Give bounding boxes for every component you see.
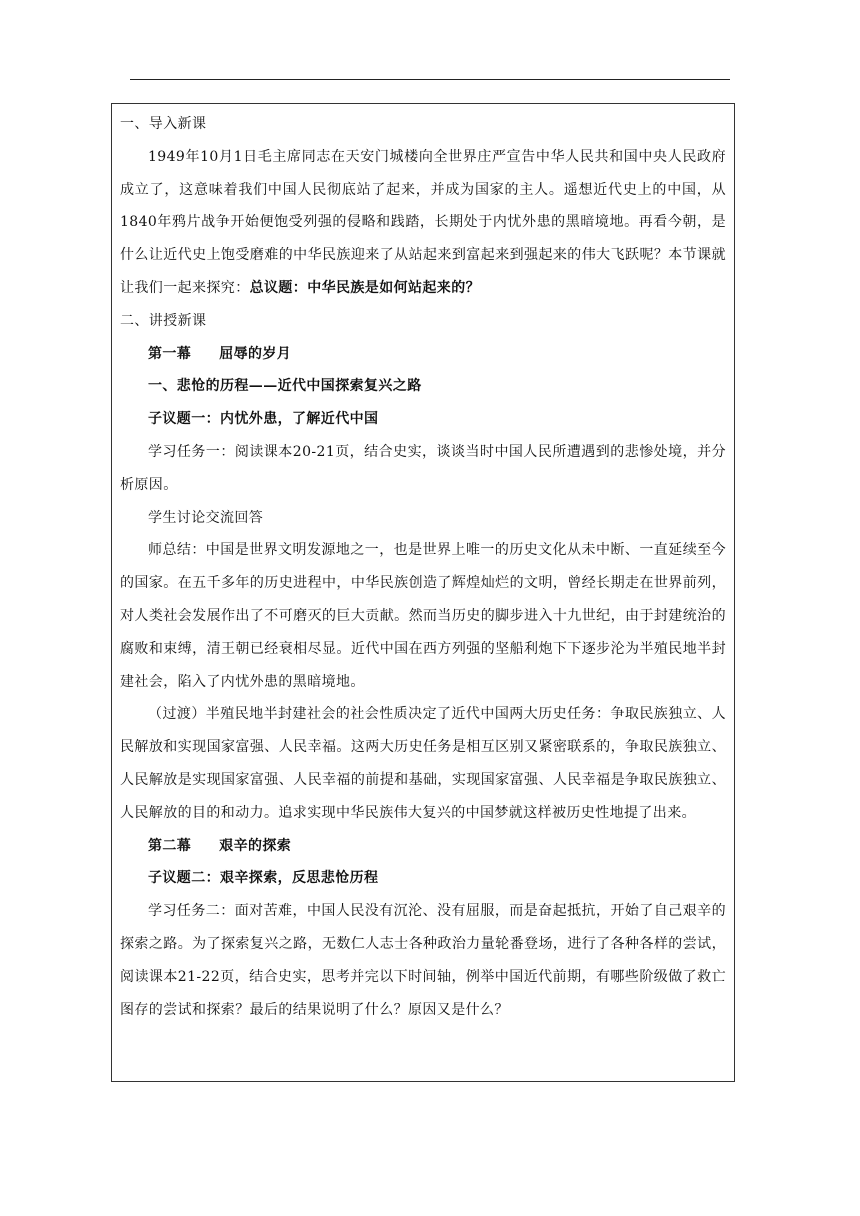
section-2-heading: 二、讲授新课 [120, 312, 207, 329]
sub-topic-1: 子议题一：内忧外患，了解近代中国 [148, 411, 379, 428]
student-discussion: 学生讨论交流回答 [148, 509, 264, 526]
intro-text: 1949年10月1日毛主席同志在天安门城楼向全世界庄严宣告中华人民共和国中央人民政府成立了，这意味着我们中国人民彻底站了起来，并成为国家的主人。遥想近代史上的中国，从1840年鸦片战争开始便饱受列强的侵略和践踏，长期处于内忧外患的黑暗境地。再看今朝，是什么让近代史上饱受磨难的中华民族迎来了从站起来到富起来到强起来的伟大飞跃呢？本节课就让我们一起来探究： [120, 148, 726, 296]
main-question: 总议题：中华民族是如何站起来的？ [249, 279, 481, 296]
teacher-summary: 师总结：中国是世界文明发源地之一，也是世界上唯一的历史文化从未中断、一直延续至今的国家。在五千多年的历史进程中，中华民族创造了辉煌灿烂的文明，曾经长期走在世界前列，对人类社会发展作出了不可磨灭的巨大贡献。然而当历史的脚步进入十九世纪，由于封建统治的腐败和束缚，清王朝已经衰相尽显。近代中国在西方列强的坚船利炮下下逐步沦为半殖民地半封建社会，陷入了内忧外患的黑暗境地。 [120, 542, 726, 690]
subheading-1: 一、悲怆的历程——近代中国探索复兴之路 [148, 378, 422, 395]
act-1-heading [120, 338, 726, 371]
act-2-label: 第二幕 [148, 837, 192, 854]
act-1-label: 第一幕 [148, 345, 192, 362]
section-1-heading: 一、导入新课 [120, 116, 207, 132]
learning-task-2: 学习任务二：面对苦难，中国人民没有沉沦、没有屈服，而是奋起抵抗，开始了自己艰辛的探索之路。为了探索复兴之路，无数仁人志士各种政治力量轮番登场，进行了各种各样的尝试，阅读课本21-22页，结合史实，思考并完以下时间轴，例举中国近代前期，有哪些阶级做了救亡图存的尝试和探索？最后的结果说明了什么？原因又是什么？ [120, 903, 726, 1018]
act-1-title: 屈辱的岁月 [219, 345, 292, 362]
lesson-content [120, 108, 726, 1026]
header-rule [130, 79, 730, 80]
learning-task-1: 学习任务一：阅读课本20-21页，结合史实，谈谈当时中国人民所遭遇到的悲惨处境，并分析原因。 [120, 443, 726, 493]
transition-paragraph: （过渡）半殖民地半封建社会的社会性质决定了近代中国两大历史任务：争取民族独立、人民解放和实现国家富强、人民幸福。这两大历史任务是相互区别又紧密联系的，争取民族独立、人民解放是实现国家富强、人民幸福的前提和基础，实现国家富强、人民幸福是争取民族独立、人民解放的目的和动力。追求实现中华民族伟大复兴的中国梦就这样被历史性地提了出来。 [120, 706, 726, 821]
sub-topic-2: 子议题二：艰辛探索，反思悲怆历程 [148, 870, 379, 887]
intro-paragraph [120, 141, 726, 305]
act-2-title: 艰辛的探索 [219, 837, 292, 854]
lesson-plan-box [111, 103, 735, 1082]
act-2-heading [120, 830, 726, 863]
